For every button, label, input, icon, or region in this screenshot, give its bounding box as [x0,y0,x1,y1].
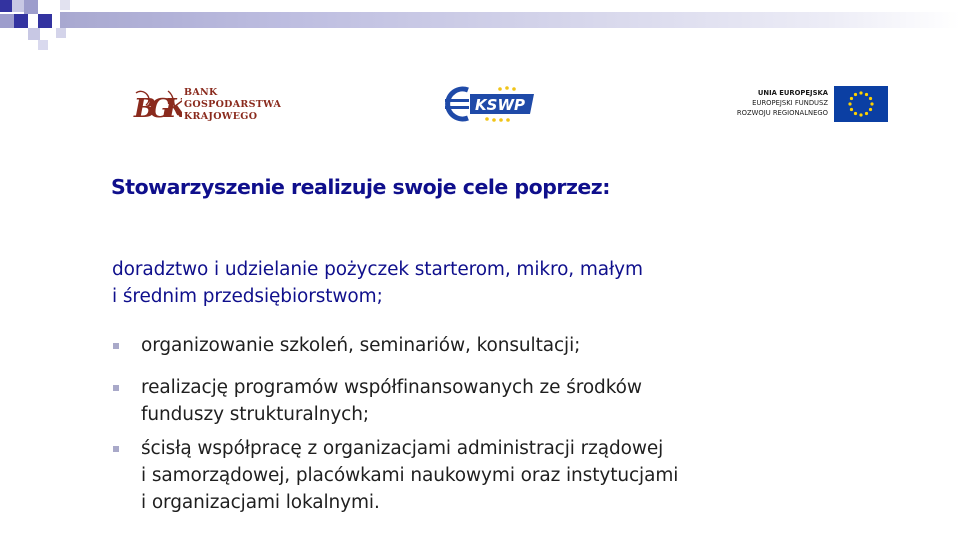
kswp-emblem-icon [442,84,537,124]
eu-star-icon [859,113,862,116]
kswp-logo [442,84,537,124]
bullet-text [141,332,892,359]
eu-line: EUROPEJSKI FUNDUSZ [752,99,828,107]
eu-fund-text [737,88,828,118]
header-square [24,0,38,14]
bullet-line: ścisłą współpracę z organizacjami administracji rządowej [141,438,664,459]
eu-star-icon [850,97,853,100]
list-item [112,374,892,428]
intro-line: doradztwo i udzielanie pożyczek starterom, mikro, małym [112,259,643,280]
bullet-text [141,435,892,516]
bgk-logo [132,85,282,127]
eu-flag-icon [834,86,888,122]
header-gradient-bar [60,12,960,28]
header-square [28,28,40,40]
bgk-monogram-icon [132,85,182,127]
header-square [0,0,12,12]
header-square [60,0,70,10]
intro-line: i średnim przedsiębiorstwom; [112,286,383,307]
bgk-line: KRAJOWEGO [184,111,258,122]
bgk-line: BANK [184,87,218,98]
header-square [0,14,14,28]
header-square [56,28,66,38]
header-square [12,0,24,12]
bgk-line: GOSPODARSTWA [184,99,282,110]
bgk-mono-text: BGK [133,94,181,124]
intro-paragraph [112,256,892,310]
eu-star-icon [869,97,872,100]
eu-star-icon [869,108,872,111]
bullet-line: i organizacjami lokalnymi. [141,492,380,513]
bullet-line: i samorządowej, placówkami naukowymi oraz instytucjami [141,465,679,486]
bullet-text [141,374,892,428]
list-item [112,435,892,516]
eu-star-icon [854,112,857,115]
slide-content [112,256,892,531]
header-square [38,40,48,50]
eu-star-icon [848,102,851,105]
eu-line: ROZWOJU REGIONALNEGO [736,109,828,117]
bullet-line: funduszy strukturalnych; [141,404,370,425]
bgk-name [184,87,284,123]
bullet-square-icon [113,343,119,349]
header-square [38,14,52,28]
eu-star-icon [865,93,868,96]
eu-star-icon [854,93,857,96]
eu-star-icon [859,91,862,94]
bullet-square-icon [113,446,119,452]
eu-star-icon [850,108,853,111]
kswp-text: KSWP [475,96,525,114]
bullet-line: organizowanie szkoleń, seminariów, konsultacji; [141,335,581,356]
eu-fund-logo [738,84,890,124]
bullet-line: realizację programów współfinansowanych ze środków [141,377,642,398]
slide-heading: Stowarzyszenie realizuje swoje cele poprzez: [111,175,610,199]
eu-star-icon [865,112,868,115]
bullet-square-icon [113,385,119,391]
bullet-list [112,332,892,516]
header-square [14,14,28,28]
eu-star-icon [870,102,873,105]
list-item [112,332,892,359]
eu-line: UNIA EUROPEJSKA [757,89,828,97]
